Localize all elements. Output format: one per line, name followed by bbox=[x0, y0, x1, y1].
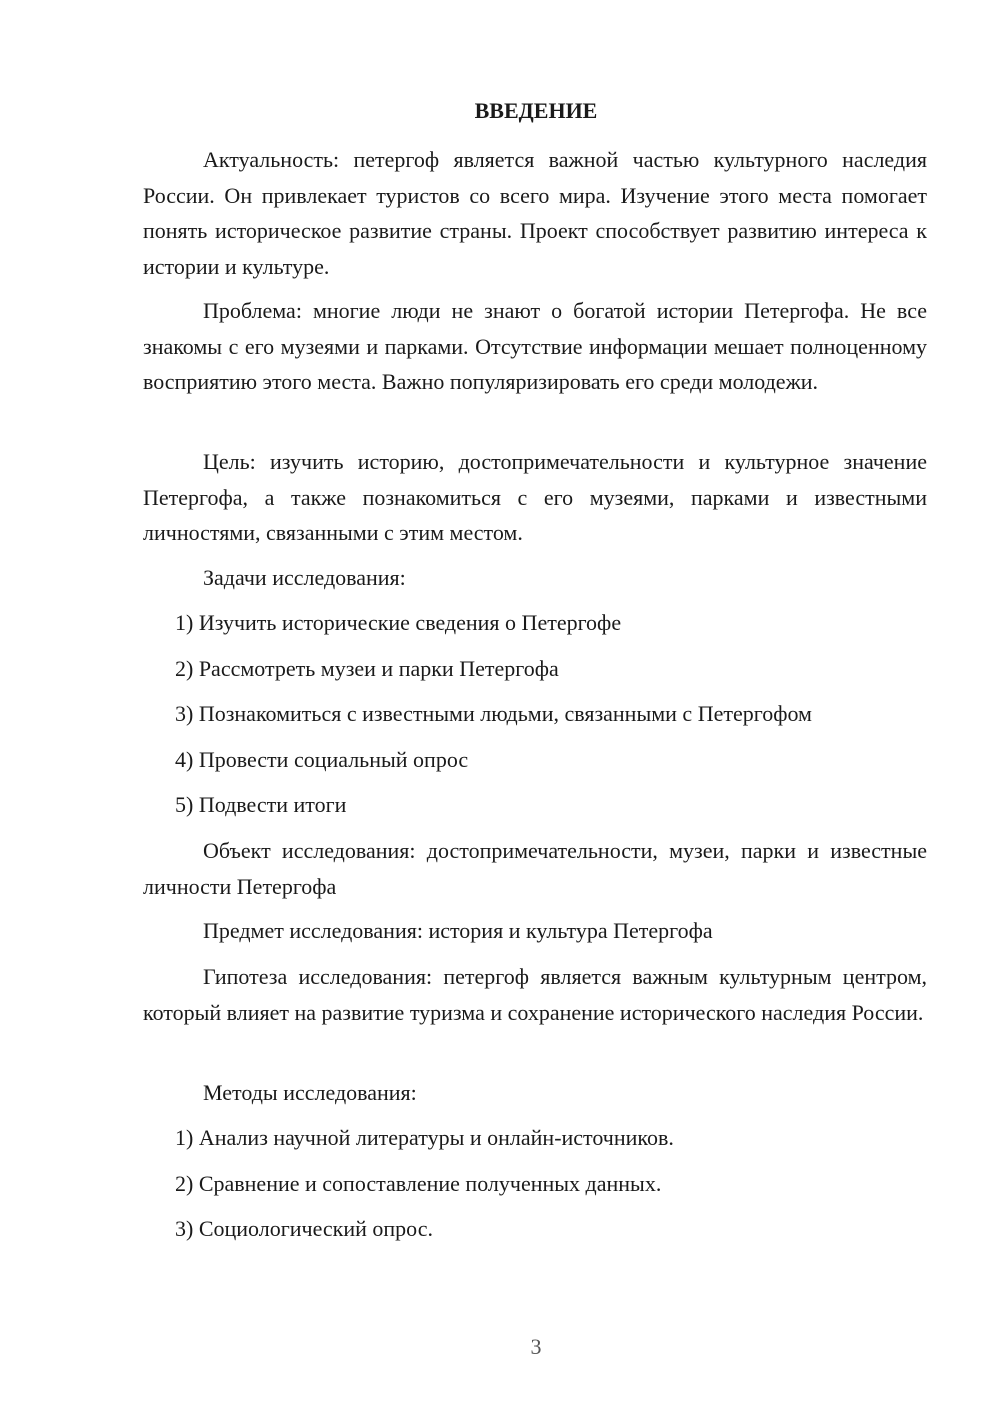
hypothesis-paragraph: Гипотеза исследования: петергоф является важным культурным центром, который влияет на развитие туризма и сохранение исторического наследия России. bbox=[143, 964, 927, 1025]
goal-paragraph: Цель: изучить историю, достопримечательности и культурное значение Петергофа, а также познакомиться с его музеями, парками и известными личностями, связанными с этим местом. bbox=[143, 449, 927, 545]
method-item: 1) Анализ научной литературы и онлайн-источников. bbox=[175, 1125, 674, 1150]
page-title: ВВЕДЕНИЕ bbox=[474, 98, 598, 123]
method-item: 2) Сравнение и сопоставление полученных данных. bbox=[175, 1171, 662, 1196]
relevance-paragraph: Актуальность: петергоф является важной частью культурного наследия России. Он привлекает туристов со всего мира. Изучение этого места помогает понять историческое развитие страны. Проект способствует развитию интереса к истории и культуре. bbox=[143, 147, 927, 279]
object-paragraph: Объект исследования: достопримечательности, музеи, парки и известные личности Петергофа bbox=[143, 838, 927, 899]
task-item: 5) Подвести итоги bbox=[175, 792, 347, 817]
task-item: 4) Провести социальный опрос bbox=[175, 747, 469, 772]
subject-paragraph: Предмет исследования: история и культура Петергофа bbox=[203, 918, 713, 943]
methods-heading: Методы исследования: bbox=[203, 1080, 417, 1105]
method-item: 3) Социологический опрос. bbox=[175, 1216, 433, 1241]
problem-paragraph: Проблема: многие люди не знают о богатой истории Петергофа. Не все знакомы с его музеями и парками. Отсутствие информации мешает полноценному восприятию этого места. Важно популяризировать его среди молодежи. bbox=[143, 298, 927, 394]
task-item: 2) Рассмотреть музеи и парки Петергофа bbox=[175, 656, 559, 681]
task-item: 1) Изучить исторические сведения о Петергофе bbox=[175, 610, 622, 635]
page-number: 3 bbox=[530, 1334, 542, 1359]
task-item: 3) Познакомиться с известными людьми, связанными с Петергофом bbox=[175, 701, 812, 726]
tasks-heading: Задачи исследования: bbox=[203, 565, 406, 590]
